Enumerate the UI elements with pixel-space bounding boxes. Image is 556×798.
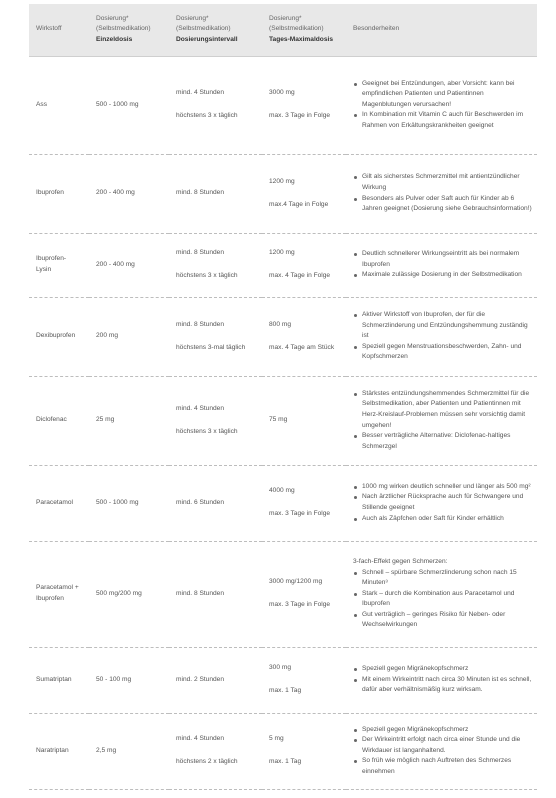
header-besonderheiten: [346, 4, 537, 56]
maximaldosis-text: max. 3 Tage in Folge: [269, 510, 331, 517]
besonderheiten-list: [353, 568, 533, 632]
maximaldosis-text: max. 1 Tag: [269, 687, 302, 694]
cell-tages-maximaldosis: [262, 233, 346, 297]
cell-wirkstoff: [29, 297, 89, 376]
cell-einzeldosis: [89, 541, 169, 647]
wirkstoff-text: Naratriptan: [36, 746, 69, 754]
einzeldosis-text: 2,5 mg: [96, 746, 117, 754]
maximaldosis-text: 3000 mg: [269, 89, 295, 97]
header-einzeldosis: [89, 4, 169, 56]
cell-tages-maximaldosis: [262, 647, 346, 713]
intervall-text: höchstens 3 x täglich: [176, 112, 238, 119]
besonderheiten-list: [353, 725, 533, 778]
einzeldosis-text: 500 mg/200 mg: [96, 589, 142, 597]
header-line: Dosierung*: [96, 14, 129, 22]
maximaldosis-text: 3000 mg/1200 mg: [269, 578, 323, 586]
cell-dosierungsintervall: [169, 154, 262, 233]
intervall-text: höchstens 3 x täglich: [176, 272, 238, 279]
list-item: Der Wirkeintritt erfolgt nach circa einer Stunde und die Wirkdauer ist langanhaltend.: [353, 735, 533, 756]
einzeldosis-text: 50 - 100 mg: [96, 675, 132, 683]
intervall-text: mind. 8 Stunden: [176, 249, 225, 257]
intervall-text: höchstens 3 x täglich: [176, 427, 238, 435]
cell-besonderheiten: [346, 647, 537, 713]
maximaldosis-text: max. 4 Tage am Stück: [269, 343, 335, 351]
intervall-text: mind. 4 Stunden: [176, 735, 225, 743]
intervall-text: mind. 8 Stunden: [176, 189, 225, 197]
cell-tages-maximaldosis: [262, 154, 346, 233]
cell-einzeldosis: [89, 376, 169, 465]
besonderheiten-list: [353, 389, 533, 453]
intervall-text: mind. 8 Stunden: [176, 589, 225, 597]
maximaldosis-text: max. 3 Tage in Folge: [269, 112, 331, 119]
header-row: [29, 4, 537, 56]
cell-einzeldosis: [89, 713, 169, 789]
header-line: (Selbstmedikation): [96, 25, 151, 33]
besonderheiten-list: [353, 249, 533, 281]
list-item: Speziell gegen Menstruationsbeschwerden, Zahn- und Kopfschmerzen: [353, 342, 533, 363]
cell-dosierungsintervall: [169, 233, 262, 297]
cell-besonderheiten: [346, 541, 537, 647]
table-row: [29, 465, 537, 541]
cell-tages-maximaldosis: [262, 297, 346, 376]
cell-wirkstoff: [29, 465, 89, 541]
header-tages-maximaldosis: [262, 4, 346, 56]
header-line: (Selbstmedikation): [269, 25, 324, 33]
table-body: [29, 56, 537, 789]
table-row: [29, 541, 537, 647]
cell-wirkstoff: [29, 233, 89, 297]
cell-einzeldosis: [89, 647, 169, 713]
cell-tages-maximaldosis: [262, 465, 346, 541]
cell-tages-maximaldosis: [262, 56, 346, 154]
wirkstoff-text: Paracetamol +: [36, 584, 79, 592]
table-row: [29, 376, 537, 465]
maximaldosis-text: 300 mg: [269, 664, 291, 672]
wirkstoff-text: Paracetamol: [36, 498, 74, 506]
table-row: [29, 297, 537, 376]
list-item: So früh wie möglich nach Auftreten des Schmerzes einnehmen: [353, 756, 533, 777]
cell-dosierungsintervall: [169, 465, 262, 541]
cell-wirkstoff: [29, 541, 89, 647]
list-item: Gut verträglich – geringes Risiko für Neben- oder Wechselwirkungen: [353, 610, 533, 631]
einzeldosis-text: 200 mg: [96, 332, 118, 340]
cell-dosierungsintervall: [169, 647, 262, 713]
maximaldosis-text: max. 4 Tage in Folge: [269, 272, 331, 279]
wirkstoff-text: Sumatriptan: [36, 675, 72, 683]
list-item: Stärkstes entzündungshemmendes Schmerzmittel für die Selbstmedikation, aber Patienten und Patientinnen mit Herz-Kreislauf-Problemen müssen sehr vorsichtig damit umgehen!: [353, 389, 533, 431]
besonderheiten-list: [353, 79, 533, 132]
cell-tages-maximaldosis: [262, 541, 346, 647]
list-item: Besser verträgliche Alternative: Diclofenac-haltiges Schmerzgel: [353, 431, 533, 452]
maximaldosis-text: max. 1 Tag: [269, 758, 302, 765]
table-row: [29, 713, 537, 789]
list-item: Auch als Zäpfchen oder Saft für Kinder erhältlich: [353, 514, 533, 525]
cell-dosierungsintervall: [169, 376, 262, 465]
list-item: 1000 mg wirken deutlich schneller und länger als 500 mg²: [353, 482, 533, 493]
medication-table: [29, 4, 537, 790]
cell-wirkstoff: [29, 376, 89, 465]
cell-tages-maximaldosis: [262, 713, 346, 789]
header-line: (Selbstmedikation): [176, 25, 231, 33]
list-item: Nach ärztlicher Rücksprache auch für Schwangere und Stillende geeignet: [353, 492, 533, 513]
table-row: [29, 154, 537, 233]
table-row: [29, 233, 537, 297]
header-line: Besonderheiten: [353, 25, 400, 33]
header-line: Dosierung*: [269, 14, 302, 22]
maximaldosis-text: 800 mg: [269, 320, 291, 328]
intervall-text: höchstens 3-mal täglich: [176, 343, 246, 351]
cell-besonderheiten: [346, 56, 537, 154]
wirkstoff-text: Ibuprofen: [36, 189, 64, 197]
cell-einzeldosis: [89, 233, 169, 297]
list-item: Gilt als sicherstes Schmerzmittel mit antientzündlicher Wirkung: [353, 172, 533, 193]
wirkstoff-text: Dexibuprofen: [36, 332, 76, 340]
cell-dosierungsintervall: [169, 56, 262, 154]
besonderheiten-intro: 3-fach-Effekt gegen Schmerzen:: [353, 557, 448, 565]
header-title: Einzeldosis: [96, 36, 133, 44]
cell-dosierungsintervall: [169, 713, 262, 789]
list-item: Schnell – spürbare Schmerzlinderung schon nach 15 Minuten³: [353, 568, 533, 589]
maximaldosis-text: max. 3 Tage in Folge: [269, 601, 331, 608]
cell-besonderheiten: [346, 465, 537, 541]
wirkstoff-text: Ibuprofen: [36, 595, 64, 602]
cell-besonderheiten: [346, 297, 537, 376]
besonderheiten-list: [353, 664, 533, 696]
table-row: [29, 56, 537, 154]
wirkstoff-text: Lysin: [36, 266, 52, 273]
besonderheiten-list: [353, 310, 533, 363]
cell-besonderheiten: [346, 713, 537, 789]
maximaldosis-text: 4000 mg: [269, 487, 295, 495]
besonderheiten-list: [353, 172, 533, 214]
cell-dosierungsintervall: [169, 541, 262, 647]
intervall-text: mind. 2 Stunden: [176, 675, 225, 683]
intervall-text: mind. 6 Stunden: [176, 498, 225, 506]
einzeldosis-text: 500 - 1000 mg: [96, 498, 139, 506]
list-item: Mit einem Wirkeintritt nach circa 30 Minuten ist es schnell, dafür aber verhältnismäßig kurz wirksam.: [353, 675, 533, 696]
cell-einzeldosis: [89, 56, 169, 154]
cell-dosierungsintervall: [169, 297, 262, 376]
einzeldosis-text: 25 mg: [96, 416, 115, 424]
list-item: Deutlich schnellerer Wirkungseintritt als bei normalem Ibuprofen: [353, 249, 533, 270]
list-item: Speziell gegen Migränekopfschmerz: [353, 725, 533, 736]
table-row: [29, 647, 537, 713]
cell-einzeldosis: [89, 154, 169, 233]
maximaldosis-text: 1200 mg: [269, 249, 295, 257]
header-title: Dosierungsintervall: [176, 36, 238, 44]
table-header: [29, 4, 537, 56]
header-title: Tages-Maximaldosis: [269, 36, 334, 44]
list-item: Aktiver Wirkstoff von Ibuprofen, der für die Schmerzlinderung und Entzündungshemmung zuständig ist: [353, 310, 533, 342]
cell-besonderheiten: [346, 376, 537, 465]
wirkstoff-text: Ibuprofen-: [36, 255, 67, 263]
maximaldosis-text: max.4 Tage in Folge: [269, 200, 329, 208]
maximaldosis-text: 1200 mg: [269, 177, 295, 185]
cell-wirkstoff: [29, 647, 89, 713]
cell-besonderheiten: [346, 154, 537, 233]
besonderheiten-list: [353, 482, 533, 524]
cell-wirkstoff: [29, 154, 89, 233]
list-item: Geeignet bei Entzündungen, aber Vorsicht: kann bei empfindlichen Patienten und Patientinnen Magenblutungen verursachen!: [353, 79, 533, 111]
einzeldosis-text: 200 - 400 mg: [96, 189, 135, 197]
cell-wirkstoff: [29, 713, 89, 789]
list-item: Speziell gegen Migränekopfschmerz: [353, 664, 533, 675]
header-line: Dosierung*: [176, 14, 209, 22]
list-item: Besonders als Pulver oder Saft auch für Kinder ab 6 Jahren geeignet (Dosierung siehe Gebrauchsinformation!): [353, 194, 533, 215]
cell-einzeldosis: [89, 297, 169, 376]
einzeldosis-text: 500 - 1000 mg: [96, 100, 139, 108]
intervall-text: mind. 4 Stunden: [176, 404, 225, 412]
wirkstoff-text: Ass: [36, 100, 47, 108]
header-line: Wirkstoff: [36, 25, 62, 33]
intervall-text: mind. 8 Stunden: [176, 320, 225, 328]
list-item: Maximale zulässige Dosierung in der Selbstmedikation: [353, 270, 533, 281]
list-item: In Kombination mit Vitamin C auch für Beschwerden im Rahmen von Erkältungskrankheiten geeignet: [353, 110, 533, 131]
header-dosierungsintervall: [169, 4, 262, 56]
cell-wirkstoff: [29, 56, 89, 154]
cell-besonderheiten: [346, 233, 537, 297]
cell-einzeldosis: [89, 465, 169, 541]
intervall-text: höchstens 2 x täglich: [176, 758, 238, 765]
header-wirkstoff: [29, 4, 89, 56]
maximaldosis-text: 5 mg: [269, 735, 284, 743]
maximaldosis-text: 75 mg: [269, 416, 288, 424]
wirkstoff-text: Diclofenac: [36, 416, 67, 424]
list-item: Stark – durch die Kombination aus Paracetamol und Ibuprofen: [353, 589, 533, 610]
cell-tages-maximaldosis: [262, 376, 346, 465]
einzeldosis-text: 200 - 400 mg: [96, 260, 135, 268]
intervall-text: mind. 4 Stunden: [176, 89, 225, 97]
